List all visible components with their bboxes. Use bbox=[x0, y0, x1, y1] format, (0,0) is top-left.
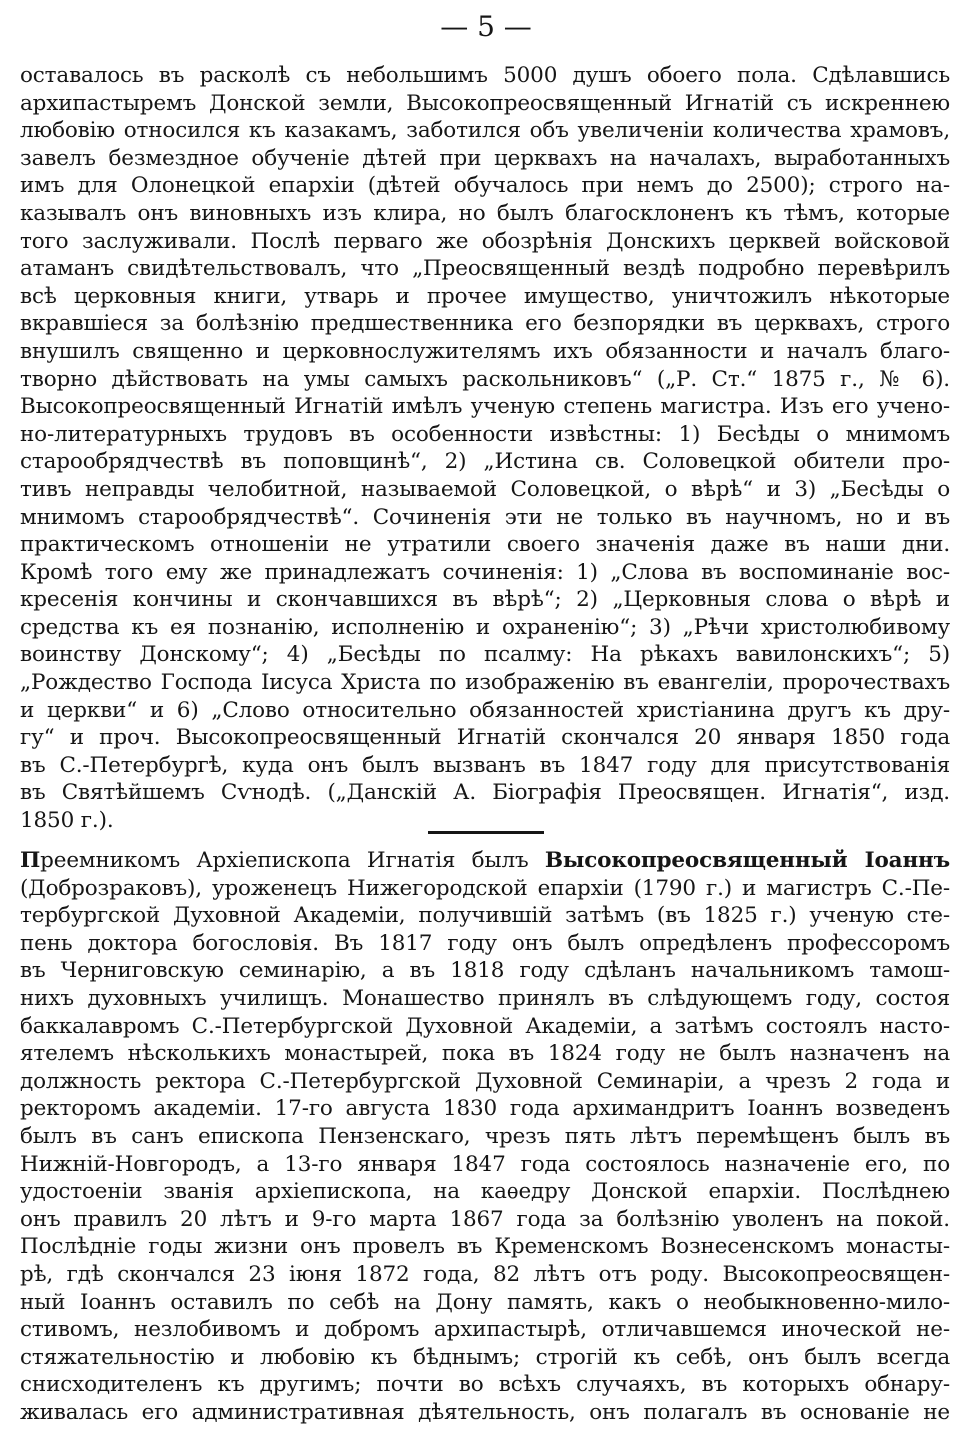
text-line: рѣ, гдѣ скончался 23 іюня 1872 года, 82 лѣтъ отъ роду. Высокопреосвящен- bbox=[20, 1261, 950, 1287]
text-line: Нижній-Новгородъ, а 13-го января 1847 года состоялось назначеніе его, по bbox=[20, 1151, 950, 1177]
text-line: воинству Донскому“; 4) „Бесѣды по псалму: На рѣкахъ вавилонскихъ“; 5) bbox=[20, 642, 950, 668]
text-line: казывалъ онъ виновныхъ изъ клира, но былъ благосклоненъ къ тѣмъ, которые bbox=[20, 200, 950, 226]
text-line: 1850 г.). bbox=[20, 808, 114, 834]
text-line: должность ректора С.-Петербургской Духовной Семинаріи, а чрезъ 2 года и bbox=[20, 1068, 950, 1094]
text-line: онъ правилъ 20 лѣтъ и 9-го марта 1867 года за болѣзнію уволенъ на покой. bbox=[20, 1206, 950, 1232]
text-line: всѣ церковныя книги, утварь и прочее имущество, уничтожилъ нѣкоторые bbox=[20, 283, 950, 309]
drop-cap: П bbox=[20, 848, 41, 873]
text-line: мнимомъ старообрядчествѣ“. Сочиненія эти не только въ научномъ, но и въ bbox=[20, 504, 950, 530]
section-separator bbox=[428, 831, 544, 834]
text-line: въ Черниговскую семинарію, а въ 1818 году сдѣланъ начальникомъ тамош- bbox=[20, 958, 950, 984]
text-line: стивомъ, незлобивомъ и добромъ архипастырѣ, отличавшемся иноческой не- bbox=[20, 1317, 950, 1343]
text-line: снисходителенъ къ другимъ; почти во всѣхъ случаяхъ, въ которыхъ обнару- bbox=[20, 1372, 950, 1398]
text-line: внушилъ священно и церковнослужителямъ ихъ обязанности и началъ благо- bbox=[20, 338, 950, 364]
text-line: творно дѣйствовать на умы самыхъ раскольниковъ“ („Р. Ст.“ 1875 г., № 6). bbox=[20, 366, 950, 392]
text-line: кресенія кончины и скончавшихся въ вѣрѣ“; 2) „Церковныя слова о вѣрѣ и bbox=[20, 587, 950, 613]
text-line: въ Святѣйшемъ Сѵнодѣ. („Данскій А. Біографія Преосвящен. Игнатія“, изд. bbox=[20, 780, 950, 806]
paragraph-ignatius bbox=[20, 62, 950, 835]
text-line: Высокопреосвященный Игнатій имѣлъ ученую степень магистра. Изъ его учено- bbox=[20, 394, 950, 420]
text-line: и церкви“ и 6) „Слово относительно обязанностей христіанина другъ къ дру- bbox=[20, 697, 950, 723]
text-line: Послѣдніе годы жизни онъ провелъ въ Кременскомъ Вознесенскомъ монасты- bbox=[20, 1234, 950, 1260]
text-line: любовію относился къ казакамъ, заботился объ увеличеніи количества храмовъ, bbox=[20, 118, 950, 144]
text-line: нихъ духовныхъ училищъ. Монашество принялъ въ слѣдующемъ году, состоя bbox=[20, 985, 950, 1011]
text-line: вкравшіеся за болѣзнію предшественника его безпорядки въ церквахъ, строго bbox=[20, 311, 950, 337]
text-line bbox=[20, 847, 950, 875]
text-line: пень доктора богословія. Въ 1817 году онъ былъ опредѣленъ профессоромъ bbox=[20, 930, 950, 956]
text-line: тербургской Духовной Академіи, получившій затѣмъ (въ 1825 г.) ученую сте- bbox=[20, 903, 950, 929]
text-line: старообрядчествѣ въ поповщинѣ“, 2) „Истина св. Соловецкой обители про- bbox=[20, 449, 950, 475]
text-line: средства къ ея познанію, исполненію и охраненію“; 3) „Рѣчи христолюбивому bbox=[20, 614, 950, 640]
text-line: атаманъ свидѣтельствовалъ, что „Преосвященный вездѣ подробно перевѣрилъ bbox=[20, 256, 950, 282]
text-line: живалась его административная дѣятельность, онъ полагалъ въ основаніе не bbox=[20, 1399, 950, 1425]
page-number: — 5 — bbox=[440, 10, 532, 43]
text-line: Кромѣ того ему же принадлежатъ сочиненія: 1) „Слова въ воспоминаніе вос- bbox=[20, 559, 950, 585]
text-line: въ С.-Петербургѣ, куда онъ былъ вызванъ въ 1847 году для присутствованія bbox=[20, 752, 950, 778]
text-line: баккалавромъ С.-Петербургской Духовной Академіи, а затѣмъ состоялъ насто- bbox=[20, 1013, 950, 1039]
text-line: гу“ и проч. Высокопреосвященный Игнатій скончался 20 января 1850 года bbox=[20, 725, 950, 751]
bold-name: Высокопреосвященный Іоаннъ bbox=[544, 848, 950, 873]
text-line: архипастыремъ Донской земли, Высокопреосвященный Игнатій съ искреннею bbox=[20, 90, 950, 116]
text-line: былъ въ санъ епископа Пензенскаго, чрезъ пять лѣтъ перемѣщенъ былъ въ bbox=[20, 1123, 950, 1149]
text-line: ный Іоаннъ оставилъ по себѣ на Дону память, какъ о необыкновенно-мило- bbox=[20, 1289, 950, 1315]
text-line: (Доброзраковъ), уроженецъ Нижегородской епархіи (1790 г.) и магистръ С.-Пе- bbox=[20, 875, 950, 901]
text-line: удостоеніи званія архіепископа, на каѳедру Донской епархіи. Послѣднею bbox=[20, 1179, 950, 1205]
text-line: „Рождество Господа Іисуса Христа по изображенію въ евангеліи, пророчествахъ bbox=[20, 670, 950, 696]
text-line: практическомъ отношеніи не утратили своего значенія даже въ наши дни. bbox=[20, 532, 950, 558]
paragraph-ioann bbox=[20, 847, 950, 1426]
text-line: ятелемъ нѣсколькихъ монастырей, пока въ 1824 году не былъ назначенъ на bbox=[20, 1041, 950, 1067]
text-line: но-литературныхъ трудовъ въ особенности извѣстны: 1) Бесѣды о мнимомъ bbox=[20, 421, 950, 447]
text-line: стяжательностію и любовію къ бѣднымъ; строгій къ себѣ, онъ былъ всегда bbox=[20, 1344, 950, 1370]
lead-text: реемникомъ Архіепископа Игнатія былъ bbox=[40, 848, 545, 873]
text-line: тивъ неправды челобитной, называемой Соловецкой, о вѣрѣ“ и 3) „Бесѣды о bbox=[20, 476, 950, 502]
text-line: завелъ безмездное обученіе дѣтей при церквахъ на началахъ, выработанныхъ bbox=[20, 145, 950, 171]
text-line: ректоромъ академіи. 17-го августа 1830 года архимандритъ Іоаннъ возведенъ bbox=[20, 1096, 950, 1122]
text-line: имъ для Олонецкой епархіи (дѣтей обучалось при немъ до 2500); строго на- bbox=[20, 173, 950, 199]
text-line: того заслуживали. Послѣ перваго же обозрѣнія Донскихъ церквей войсковой bbox=[20, 228, 950, 254]
text-line: оставалось въ расколѣ съ небольшимъ 5000 душъ обоего пола. Сдѣлавшись bbox=[20, 63, 950, 88]
